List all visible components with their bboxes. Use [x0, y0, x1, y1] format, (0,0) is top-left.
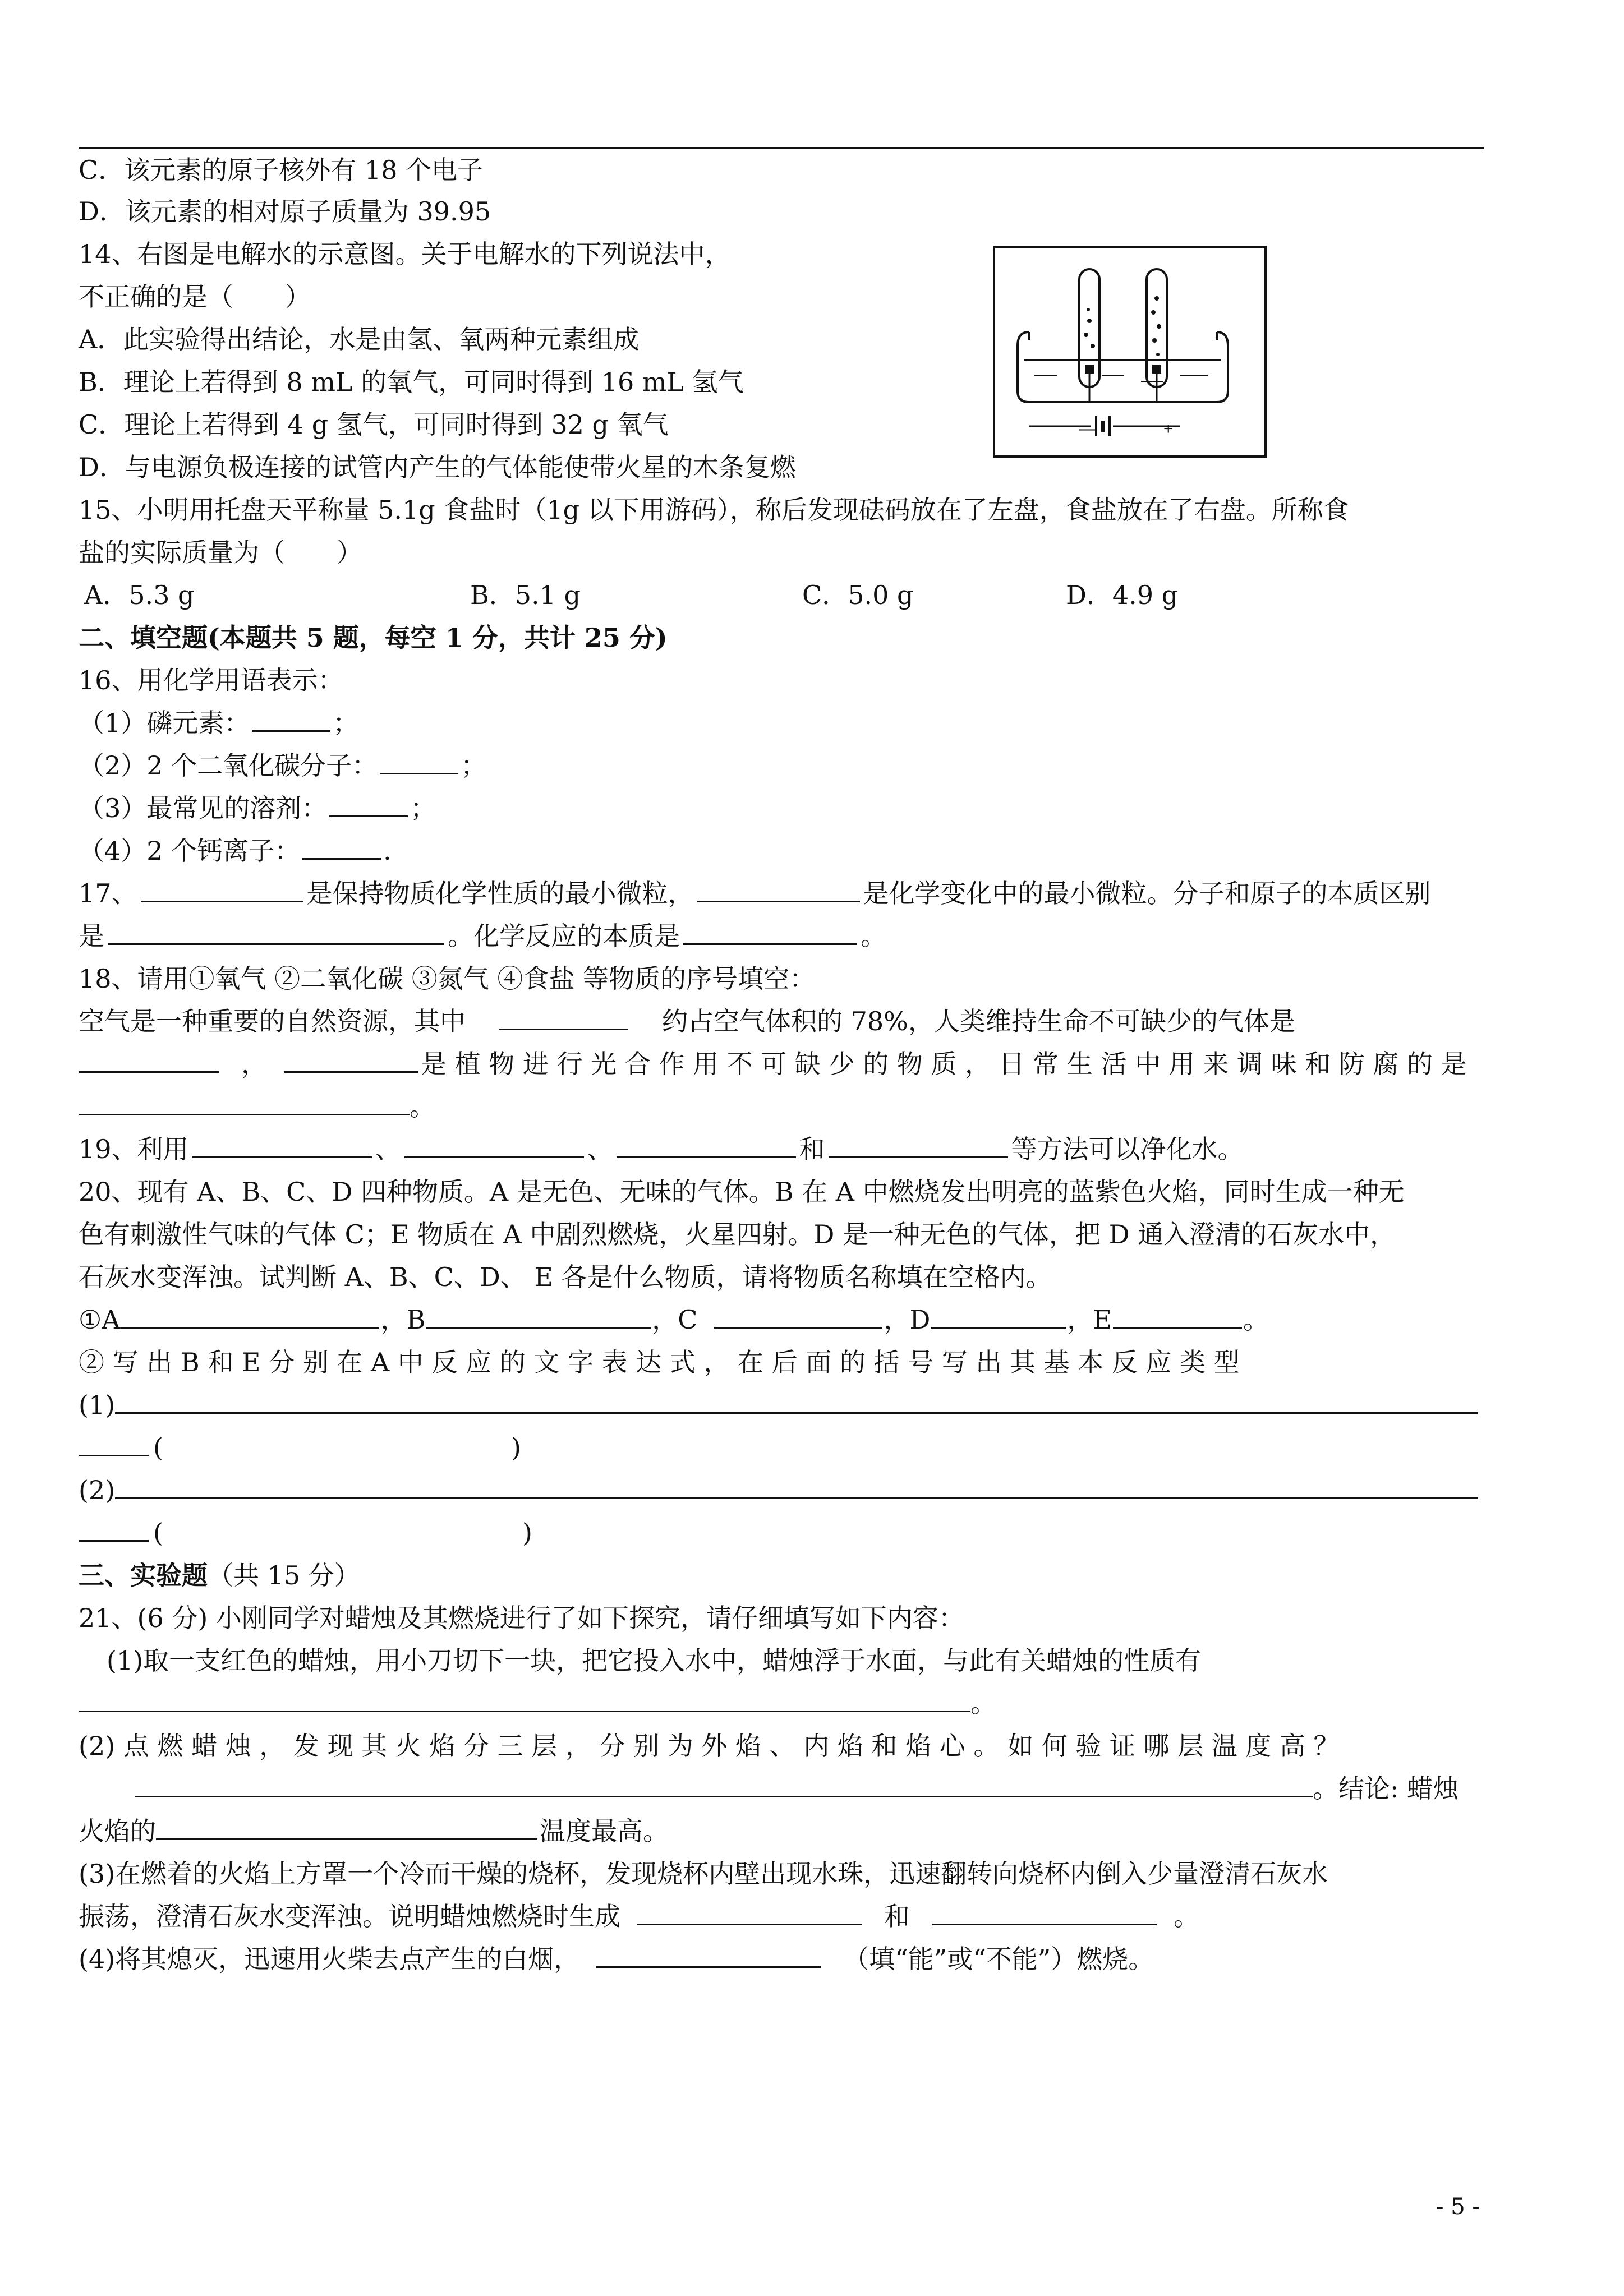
section3-title-rest: （共 15 分） — [208, 1560, 360, 1590]
q15-stem-line2: 盐的实际质量为（ ） — [79, 537, 362, 568]
q21-step1-end: 。 — [970, 1688, 996, 1718]
q20-label-a: ①A — [79, 1304, 121, 1335]
q16-item2-end: ； — [461, 750, 487, 781]
q20-end: 。 — [1243, 1304, 1269, 1335]
q20-label-b: ，B — [380, 1304, 426, 1335]
q18-text1: 空气是一种重要的自然资源，其中 — [79, 1006, 466, 1036]
q18-text2: 约占空气体积的 78%，人类维持生命不可缺少的气体是 — [662, 1006, 1295, 1036]
q16-item1-blank[interactable] — [252, 703, 330, 732]
q19-text2: 等方法可以净化水。 — [1011, 1134, 1244, 1164]
q20-blank-c[interactable] — [714, 1300, 882, 1329]
q20-blank-d[interactable] — [931, 1300, 1066, 1329]
q20-reaction1 — [79, 1385, 1478, 1424]
q19-sep3: 和 — [799, 1134, 825, 1164]
q17-line1 — [79, 874, 1431, 913]
q20-reaction2-label: (2) — [79, 1475, 116, 1505]
q18-text5: 。 — [410, 1091, 435, 1122]
q16-item4-blank[interactable] — [302, 831, 381, 860]
q20-line4 — [79, 1300, 1269, 1339]
q17-line2 — [79, 916, 886, 956]
q14-stem-line1: 14、右图是电解水的示意图。关于电解水的下列说法中， — [79, 239, 731, 269]
q16-stem: 16、用化学用语表示： — [79, 665, 344, 695]
q20-blank-a[interactable] — [121, 1300, 379, 1329]
q21-step3-end: 。 — [1174, 1901, 1199, 1931]
q21-step3-text: 振荡，澄清石灰水变浑浊。说明蜡烛燃烧时生成 — [79, 1901, 620, 1931]
q18-text4: 是 植 物 进 行 光 合 作 用 不 可 缺 少 的 物 质 ， 日 常 生 活 中 用 来 调 味 和 防 腐 的 是 — [421, 1049, 1467, 1079]
q21-step4-blank[interactable] — [596, 1939, 821, 1968]
q13-option-d: D．该元素的相对原子质量为 39.95 — [79, 196, 491, 227]
q21-step4-hint: （填“能”或“不能”）燃烧。 — [843, 1944, 1154, 1974]
svg-text:+: + — [1163, 419, 1174, 438]
q21-step2-answer — [135, 1769, 1459, 1808]
q17-text3: 是 — [79, 921, 104, 951]
q21-step3-line2 — [79, 1897, 1199, 1936]
electrolysis-figure — [995, 248, 1264, 455]
q20-label-c: ，C — [652, 1304, 698, 1335]
q18-line4 — [79, 1087, 435, 1126]
q21-step1-answer — [79, 1684, 996, 1723]
q19-blank1[interactable] — [192, 1129, 372, 1158]
q21-step2-conclusion-label: 火焰的 — [79, 1816, 156, 1846]
q16-item1-label: （1）磷元素： — [79, 708, 250, 738]
section3-title-bold: 三、实验题 — [79, 1560, 208, 1590]
q20-reaction1-paren-close: ) — [510, 1432, 521, 1463]
q17-blank4[interactable] — [683, 916, 857, 945]
q15-option-a: A．5.3 g — [84, 580, 195, 610]
q14-option-b: B．理论上若得到 8 mL 的氧气，可同时得到 16 mL 氢气 — [79, 367, 744, 397]
electrolysis-diagram — [993, 246, 1267, 458]
q16-item4-label: （4）2 个钙离子： — [79, 836, 301, 866]
q21-step3-line1: (3)在燃着的火焰上方罩一个冷而干燥的烧杯，发现烧杯内壁出现水珠，迅速翻转向烧杯内倒入少量澄清石灰水 — [79, 1859, 1328, 1889]
q20-line2: 色有刺激性气味的气体 C；E 物质在 A 中剧烈燃烧，火星四射。D 是一种无色的气体，把 D 通入澄清的石灰水中， — [79, 1219, 1396, 1250]
q21-step2-conclusion-end: 温度最高。 — [540, 1816, 669, 1846]
q20-line5: ② 写 出 B 和 E 分 别 在 A 中 反 应 的 文 字 表 达 式 ， 在 后 面 的 括 号 写 出 其 基 本 反 应 类 型 — [79, 1347, 1240, 1377]
q17-blank1[interactable] — [141, 874, 303, 902]
section3-title — [79, 1556, 360, 1595]
q20-reaction1-blank[interactable] — [115, 1385, 1478, 1414]
page-number: - 5 - — [1436, 2194, 1480, 2220]
q16-item2 — [79, 746, 486, 785]
q20-reaction1-label: (1) — [79, 1390, 116, 1420]
q16-item1-end: ； — [333, 708, 359, 738]
q17-text2: 是化学变化中的最小微粒。分子和原子的本质区别 — [863, 878, 1431, 909]
q17-blank3[interactable] — [108, 916, 444, 945]
q21-step1: (1)取一支红色的蜡烛，用小刀切下一块，把它投入水中，蜡烛浮于水面，与此有关蜡烛的性质有 — [107, 1645, 1202, 1676]
q20-line1: 20、现有 A、B、C、D 四种物质。A 是无色、无味的气体。B 在 A 中燃烧发出明亮的蓝紫色火焰，同时生成一种无 — [79, 1177, 1405, 1207]
q20-reaction1-tail-blank[interactable] — [79, 1428, 149, 1456]
q16-item4-end: . — [383, 836, 392, 866]
q16-item3-end: ； — [410, 793, 436, 823]
q20-reaction1-paren-open: ( — [153, 1432, 163, 1463]
q13-option-c: C．该元素的原子核外有 18 个电子 — [79, 155, 483, 185]
q15-option-c: C．5.0 g — [802, 580, 914, 610]
q21-step2: (2) 点 燃 蜡 烛 ， 发 现 其 火 焰 分 三 层 ， 分 别 为 外 焰 、 内 焰 和 焰 心 。 如 何 验 证 哪 层 温 度 高 ？ — [79, 1731, 1340, 1761]
q21-stem: 21、(6 分) 小刚同学对蜡烛及其燃烧进行了如下探究，请仔细填写如下内容： — [79, 1603, 964, 1633]
q18-line2 — [79, 1002, 1295, 1041]
q20-label-e: ，E — [1067, 1304, 1112, 1335]
q20-reaction2-blank[interactable] — [115, 1470, 1478, 1499]
q19-sep2: 、 — [587, 1134, 613, 1164]
q16-item2-blank[interactable] — [380, 746, 458, 774]
q16-item3 — [79, 789, 436, 828]
q21-step3-and: 和 — [884, 1901, 910, 1931]
q20-label-d: ，D — [884, 1304, 931, 1335]
q18-stem: 18、请用①氧气 ②二氧化碳 ③氮气 ④食盐 等物质的序号填空： — [79, 963, 816, 994]
q18-text3: ， — [241, 1049, 267, 1079]
q16-item4 — [79, 831, 392, 870]
q19-blank3[interactable] — [617, 1129, 796, 1158]
q21-step2-conclusion — [79, 1811, 669, 1851]
q19-text1: 19、利用 — [79, 1134, 189, 1164]
q14-option-a: A．此实验得出结论，水是由氢、氧两种元素组成 — [79, 324, 640, 354]
q14-option-c: C．理论上若得到 4 g 氢气，可同时得到 32 g 氧气 — [79, 409, 669, 440]
q21-step3-blank1[interactable] — [637, 1897, 862, 1925]
q21-step2-blank[interactable] — [135, 1769, 1313, 1797]
q20-reaction2-tail-blank[interactable] — [79, 1513, 149, 1542]
q20-reaction2-paren-close: ) — [522, 1518, 532, 1548]
q14-stem-line2: 不正确的是（ ） — [79, 282, 311, 312]
q17-text1: 是保持物质化学性质的最小微粒， — [306, 878, 694, 909]
q15-stem-line1: 15、小明用托盘天平称量 5.1g 食盐时（1g 以下用游码），称后发现砝码放在了左盘，食盐放在了右盘。所称食 — [79, 495, 1349, 525]
q20-reaction2-type — [79, 1513, 532, 1552]
q19-blank4[interactable] — [829, 1129, 1008, 1158]
q17-blank2[interactable] — [697, 874, 860, 902]
q16-item2-label: （2）2 个二氧化碳分子： — [79, 750, 378, 781]
q16-item3-label: （3）最常见的溶剂： — [79, 793, 328, 823]
q17-number: 17、 — [79, 878, 137, 909]
q16-item3-blank[interactable] — [329, 789, 408, 817]
q15-option-b: B．5.1 g — [470, 580, 581, 610]
q21-step3-blank2[interactable] — [932, 1897, 1157, 1925]
q18-blank3[interactable] — [284, 1044, 418, 1073]
q20-reaction1-type — [79, 1428, 521, 1467]
q21-step2-end: 。结论: 蜡烛 — [1313, 1773, 1459, 1804]
svg-text:—: — — [1079, 419, 1096, 438]
q21-step4 — [79, 1939, 1154, 1979]
q20-reaction2 — [79, 1470, 1478, 1510]
q16-item1 — [79, 703, 358, 743]
q17-text4: 。化学反应的本质是 — [448, 921, 680, 951]
q14-option-d: D．与电源负极连接的试管内产生的气体能使带火星的木条复燃 — [79, 452, 796, 482]
q18-blank2[interactable] — [79, 1044, 219, 1073]
q17-text5: 。 — [861, 921, 886, 951]
q19-blank2[interactable] — [404, 1129, 584, 1158]
q19-line — [79, 1129, 1244, 1169]
q19-sep1: 、 — [375, 1134, 401, 1164]
q15-option-d: D．4.9 g — [1066, 580, 1179, 610]
q20-blank-b[interactable] — [426, 1300, 651, 1329]
q21-step2-conclusion-blank[interactable] — [156, 1811, 537, 1840]
section2-title: 二、填空题(本题共 5 题，每空 1 分，共计 25 分) — [79, 623, 668, 653]
q18-blank4[interactable] — [79, 1087, 410, 1115]
q20-blank-e[interactable] — [1113, 1300, 1242, 1329]
q20-reaction2-paren-open: ( — [153, 1518, 163, 1548]
q21-step4-text: (4)将其熄灭，迅速用火柴去点产生的白烟， — [79, 1944, 580, 1974]
q18-line3 — [79, 1044, 1467, 1084]
header-rule — [79, 147, 1484, 149]
q21-step1-blank[interactable] — [79, 1684, 970, 1712]
q20-line3: 石灰水变浑浊。试判断 A、B、C、D、 E 各是什么物质，请将物质名称填在空格内。 — [79, 1262, 1052, 1292]
q18-blank1[interactable] — [499, 1002, 628, 1030]
